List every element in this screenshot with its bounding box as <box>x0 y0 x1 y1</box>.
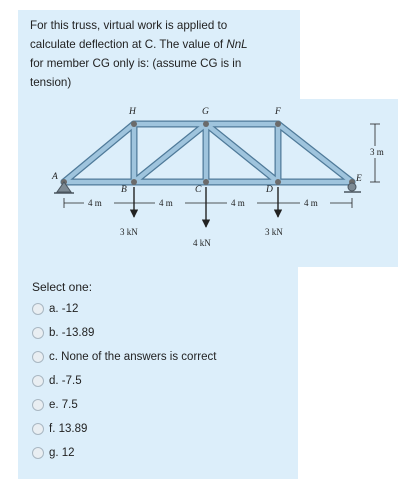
option-g-label: g. 12 <box>49 447 75 459</box>
question-line-4: tension) <box>30 76 72 89</box>
radio-option-g[interactable] <box>32 447 44 459</box>
load-label-b: 3 kN <box>120 227 138 237</box>
option-c[interactable] <box>32 351 216 363</box>
span-label-2: 4 m <box>159 198 173 208</box>
option-a[interactable] <box>32 303 78 315</box>
option-g[interactable] <box>32 447 75 459</box>
joint-label-a: A <box>52 172 58 182</box>
radio-option-c[interactable] <box>32 351 44 363</box>
truss-members-fill <box>64 124 352 182</box>
span-label-1: 4 m <box>88 198 102 208</box>
truss-diagram <box>18 99 398 267</box>
joint-label-e: E <box>356 174 362 184</box>
question-text <box>18 10 300 99</box>
option-d[interactable] <box>32 375 82 387</box>
joint-label-d: D <box>266 185 273 195</box>
joint-label-h: H <box>129 107 136 117</box>
option-c-label: c. None of the answers is correct <box>49 351 217 363</box>
span-label-3: 4 m <box>231 198 245 208</box>
option-b[interactable] <box>32 327 94 339</box>
question-line-1: For this truss, virtual work is applied to <box>30 19 228 32</box>
option-a-label: a. -12 <box>49 303 79 315</box>
question-line-2 <box>30 35 288 54</box>
option-f[interactable] <box>32 423 87 435</box>
option-b-label: b. -13.89 <box>49 327 95 339</box>
joint-label-g: G <box>202 107 209 117</box>
load-label-d: 3 kN <box>265 227 283 237</box>
option-e[interactable] <box>32 399 78 411</box>
span-label-4: 4 m <box>304 198 318 208</box>
joint-label-c: C <box>195 185 202 195</box>
radio-option-d[interactable] <box>32 375 44 387</box>
radio-option-e[interactable] <box>32 399 44 411</box>
radio-option-a[interactable] <box>32 303 44 315</box>
option-e-label: e. 7.5 <box>49 399 78 411</box>
select-one-label: Select one: <box>32 280 93 294</box>
answer-panel <box>18 267 298 479</box>
joint-label-b: B <box>121 185 127 195</box>
radio-option-b[interactable] <box>32 327 44 339</box>
question-line-3: for member CG only is: (assume CG is in <box>30 57 242 70</box>
option-f-label: f. 13.89 <box>49 423 88 435</box>
joint-label-f: F <box>275 107 281 117</box>
truss-figure-panel <box>18 99 398 267</box>
question-nnl: NnL <box>226 38 248 51</box>
height-label: 3 m <box>370 147 384 157</box>
radio-option-f[interactable] <box>32 423 44 435</box>
load-label-c: 4 kN <box>193 238 211 248</box>
question-line-2-text: calculate deflection at C. The value of <box>30 38 227 51</box>
option-d-label: d. -7.5 <box>49 375 82 387</box>
